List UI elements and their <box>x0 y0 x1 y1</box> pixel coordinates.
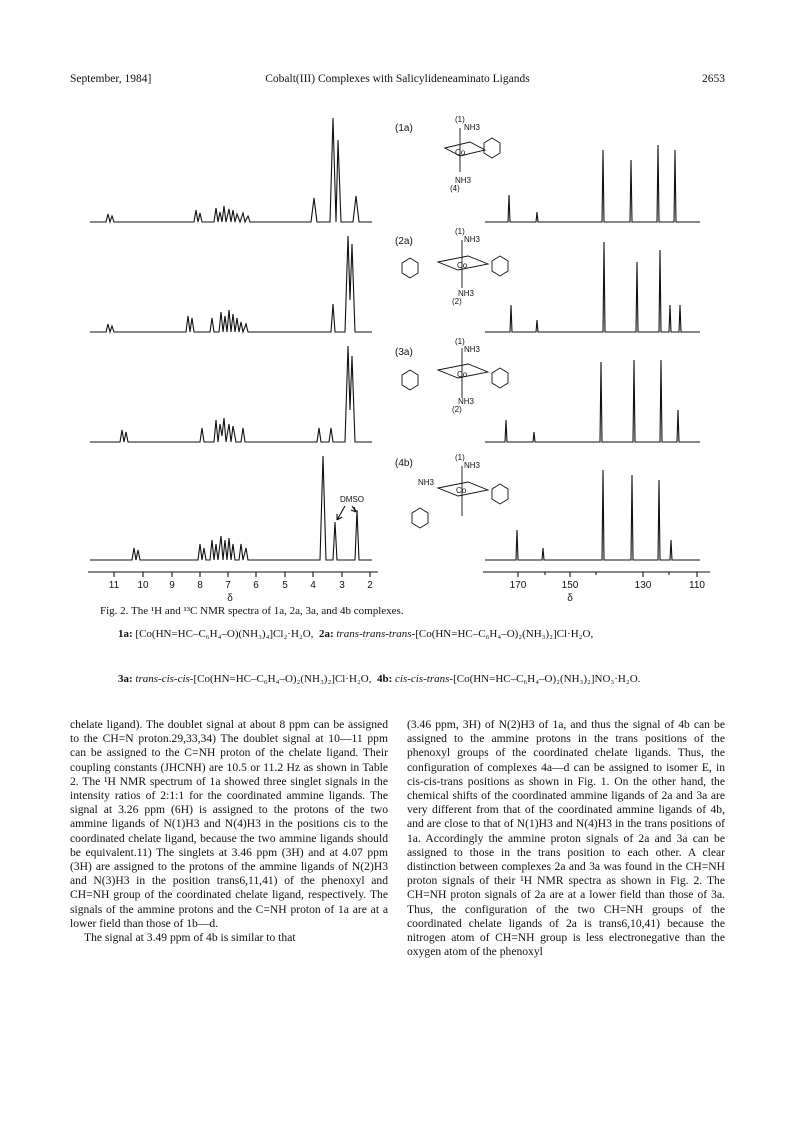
svg-text:(1): (1) <box>455 453 465 462</box>
svg-text:NH3: NH3 <box>455 176 472 185</box>
svg-text:(1): (1) <box>455 227 465 236</box>
svg-text:150: 150 <box>561 580 579 591</box>
svg-text:NH3: NH3 <box>464 235 481 244</box>
svg-text:Co: Co <box>457 370 468 379</box>
svg-text:(2): (2) <box>452 297 462 306</box>
figure-caption: Fig. 2. The ¹H and ¹³C NMR spectra of 1a, 2a, 3a, and 4b complexes. <box>100 605 404 617</box>
svg-text:5: 5 <box>282 580 288 591</box>
c-spectrum-2a <box>485 242 700 332</box>
svg-text:(4): (4) <box>450 184 460 193</box>
structure-2a <box>402 240 508 288</box>
panel-label-3a: (3a) <box>395 347 413 358</box>
c-axis-label: δ <box>567 593 573 604</box>
structure-3a <box>402 348 508 398</box>
dmso-label: DMSO <box>340 495 364 504</box>
svg-text:6: 6 <box>253 580 259 591</box>
panel-label-2a: (2a) <box>395 236 413 247</box>
right-column <box>407 718 725 959</box>
h-spectrum-1a <box>90 118 372 222</box>
svg-text:Co: Co <box>457 261 468 270</box>
svg-text:(2): (2) <box>452 405 462 414</box>
svg-text:NH3: NH3 <box>464 345 481 354</box>
c-spectrum-3a <box>485 360 700 442</box>
h-axis-ticks <box>114 572 370 577</box>
paragraph: chelate ligand). The doublet signal at about 8 ppm can be assigned to the CH=N proton.29,33,34) The doublet signal at 10—11 ppm can be assigned to the C=NH proton of the chelate ligand. Their coupling constants (JHCNH) are 10.5 or 11.2 Hz as shown in Table 2. The ¹H NMR spectrum of 1a showed three singlet signals in the intensity ratios of 2:1:1 for the coordinated ammine ligands. The signal at 3.26 ppm (6H) is assigned to the protons of the two ammine ligands of N(1)H3 and N(4)H3 in the positions cis to the coordinated chelate ligand, because the two ammine ligands should be equivalent.11) The singlets at 3.46 ppm (3H) and at 4.07 ppm (3H) are assigned to the protons of the ammine ligands of N(2)H3 and N(3)H3 in the position trans6,11,41) of the phenoxyl and CH=NH group of the coordinated chelate ligand, respectively. The signals of the ammine protons and the C=NH proton of 1a are at a lower field than those of 1b—d. <box>70 718 388 930</box>
header-title: Cobalt(III) Complexes with Salicylideneaminato Ligands <box>265 73 530 85</box>
svg-text:NH3: NH3 <box>458 289 475 298</box>
svg-text:NH3: NH3 <box>458 397 475 406</box>
formula-1a: 1a: [Co(HN=HC–C₆H₄–O)(NH₃)₄]Cl₂·H₂O, 2a: trans-trans-trans-[Co(HN=HC–C₆H₄–O)₂(NH₃)₂]Cl·H₂O, <box>118 628 594 640</box>
h-spectrum-3a <box>90 346 372 442</box>
svg-text:9: 9 <box>169 580 175 591</box>
body-text <box>70 718 725 959</box>
h-spectrum-4b <box>90 456 372 560</box>
svg-text:Co: Co <box>456 486 467 495</box>
panel-label-4b: (4b) <box>395 458 413 469</box>
svg-text:10: 10 <box>137 580 149 591</box>
h-axis-label: δ <box>227 593 233 604</box>
svg-text:130: 130 <box>634 580 652 591</box>
svg-text:NH3: NH3 <box>464 461 481 470</box>
svg-text:NH3: NH3 <box>464 123 481 132</box>
header-page-number: 2653 <box>702 73 725 85</box>
structure-1a <box>445 128 500 172</box>
svg-text:(1): (1) <box>455 115 465 124</box>
svg-text:7: 7 <box>225 580 231 591</box>
svg-text:3: 3 <box>339 580 345 591</box>
svg-text:Co: Co <box>455 148 466 157</box>
c-axis-tick-labels <box>510 580 706 591</box>
c-axis-ticks <box>518 572 697 577</box>
c-spectrum-4b <box>485 470 700 560</box>
svg-text:8: 8 <box>197 580 203 591</box>
h-spectrum-2a <box>90 236 372 332</box>
panel-label-1a: (1a) <box>395 123 413 134</box>
c-spectrum-1a <box>485 145 700 222</box>
svg-text:110: 110 <box>689 580 705 591</box>
svg-text:11: 11 <box>108 580 120 591</box>
paragraph: The signal at 3.49 ppm of 4b is similar to that <box>84 931 296 945</box>
formula-3a: 3a: trans-cis-cis-[Co(HN=HC–C₆H₄–O)₂(NH₃)₂]Cl·H₂O, 4b: cis-cis-trans-[Co(HN=HC–C₆H₄–O)₂(NH₃)₂]NO₃·H₂O. <box>118 673 641 685</box>
svg-text:2: 2 <box>367 580 373 591</box>
paragraph: (3.46 ppm, 3H) of N(2)H3 of 1a, and thus the signal of 4b can be assigned to the ammine protons in the trans positions of the phenoxyl groups of the coordinated chelate ligands. Thus, the configuration of complexes 4a—d can be assigned to isomer E, in cis-cis-trans positions as shown in Fig. 1. On the other hand, the chemical shifts of the coordinated ammine ligands of 2a and 3a are very different from that of the coordinated ammine ligands of 4b, and are close to that of N(1)H3 and N(4)H3 in the trans positions of 1a. Accordingly the ammine proton signals of 2a and 3a can be assigned to those in the trans position to each other. A clear distinction between complexes 2a and 3a was found in the CH=NH proton signals of their ¹H NMR spectra as shown in Fig. 2. The CH=NH proton signals of 2a are at a lower field than those of 3a. Thus, the configuration of the two CH=NH groups of the coordinated chelate ligands of 2a is trans6,10,41) because the nitrogen atom of CH=NH group is less electronegative than the oxygen atom of the phenoxyl <box>407 718 725 959</box>
svg-text:NH3: NH3 <box>418 478 435 487</box>
h-axis-tick-labels <box>109 580 373 591</box>
svg-text:4: 4 <box>310 580 316 591</box>
left-column <box>70 718 388 959</box>
svg-text:(1): (1) <box>455 337 465 346</box>
header-date: September, 1984] <box>70 73 152 85</box>
svg-text:170: 170 <box>509 580 527 591</box>
structure-4b <box>412 466 508 528</box>
